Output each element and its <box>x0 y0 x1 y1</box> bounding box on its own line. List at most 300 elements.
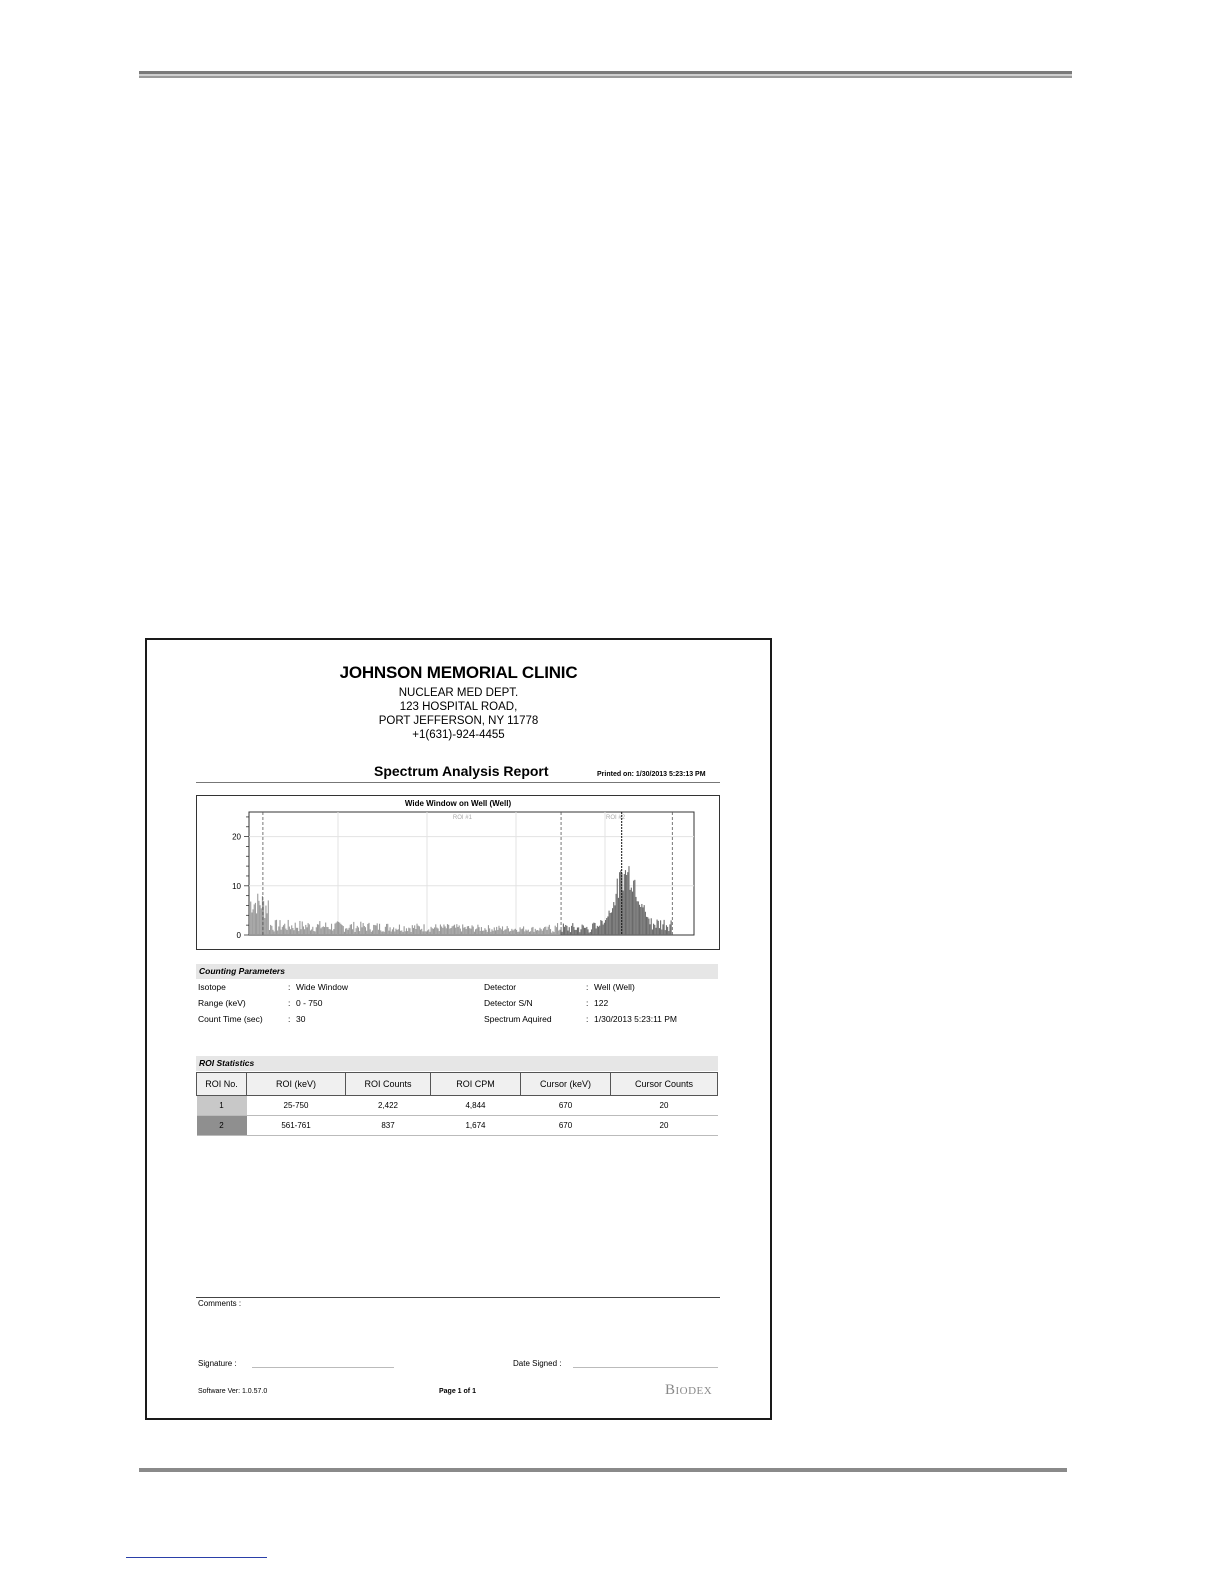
spectrum-bar <box>652 929 653 935</box>
spectrum-bar <box>470 929 471 935</box>
spectrum-bar <box>456 924 457 935</box>
spectrum-bar <box>260 905 261 935</box>
spectrum-bar <box>373 925 374 935</box>
spectrum-bar <box>397 930 398 935</box>
spectrum-bar <box>546 930 547 935</box>
spectrum-bar <box>576 930 577 935</box>
spectrum-bar <box>329 929 330 935</box>
spectrum-bar <box>548 927 549 935</box>
spectrum-bar <box>399 925 400 935</box>
param-value: 1/30/2013 5:23:11 PM <box>594 1014 678 1024</box>
spectrum-bar <box>508 928 509 935</box>
roi-number: 1 <box>197 1096 247 1116</box>
spectrum-bar <box>264 918 265 935</box>
roi-counts: 2,422 <box>346 1096 431 1116</box>
param-value: Wide Window <box>296 982 348 992</box>
param-value: 0 - 750 <box>296 998 323 1008</box>
param-label: Range (keV) <box>198 998 246 1008</box>
spectrum-bar <box>524 931 525 935</box>
spectrum-bar <box>534 932 535 935</box>
spectrum-bar <box>464 927 465 935</box>
spectrum-bar <box>582 925 583 935</box>
spectrum-bar <box>433 929 434 935</box>
spectrum-bar <box>627 872 628 935</box>
spectrum-bar <box>463 928 464 935</box>
spectrum-bar <box>436 928 437 935</box>
roi-statistics-table <box>196 1072 718 1136</box>
spectrum-bar <box>461 931 462 935</box>
spectrum-bar <box>254 904 255 935</box>
spectrum-bar <box>313 931 314 935</box>
spectrum-bar <box>319 921 320 935</box>
spectrum-bar <box>579 932 580 935</box>
spectrum-bar <box>429 932 430 935</box>
spectrum-bar <box>388 931 389 935</box>
spectrum-bar <box>342 925 343 935</box>
spectrum-bar <box>486 930 487 935</box>
spectrum-bar <box>401 931 402 935</box>
roi-range: 25-750 <box>247 1096 346 1116</box>
spectrum-bar <box>633 881 634 935</box>
spectrum-bar <box>468 926 469 935</box>
title-rule <box>196 782 720 783</box>
chart-title: Wide Window on Well (Well) <box>404 799 512 808</box>
param-label: Detector S/N <box>484 998 533 1008</box>
spectrum-bar <box>493 931 494 935</box>
spectrum-bar <box>371 932 372 935</box>
spectrum-bar <box>365 927 366 935</box>
spectrum-bar <box>318 925 319 935</box>
spectrum-bar <box>538 931 539 935</box>
spectrum-bar <box>292 928 293 935</box>
spectrum-bar <box>575 930 576 935</box>
spectrum-bar <box>272 930 273 935</box>
spectrum-bar <box>393 927 394 935</box>
spectrum-bar <box>592 924 593 935</box>
spectrum-bar <box>632 892 633 935</box>
spectrum-bar <box>452 926 453 935</box>
spectrum-bar <box>612 908 613 935</box>
spectrum-bar <box>651 918 652 935</box>
spectrum-bar <box>249 903 250 935</box>
spectrum-bar <box>270 925 271 935</box>
spectrum-bar <box>614 905 615 935</box>
spectrum-bar <box>617 879 618 935</box>
spectrum-bar <box>648 919 649 935</box>
spectrum-bar <box>610 913 611 935</box>
spectrum-bar <box>535 929 536 935</box>
spectrum-bar <box>426 931 427 935</box>
param-colon: : <box>586 982 589 992</box>
spectrum-bar <box>360 922 361 935</box>
spectrum-bar <box>477 925 478 935</box>
spectrum-bar <box>327 927 328 935</box>
spectrum-bar <box>482 931 483 935</box>
spectrum-bar <box>450 928 451 935</box>
footer-link-underline <box>126 1557 267 1558</box>
spectrum-bar <box>383 931 384 935</box>
spectrum-bar <box>543 928 544 935</box>
spectrum-bar <box>460 929 461 935</box>
spectrum-bar <box>479 927 480 935</box>
spectrum-bar <box>590 932 591 935</box>
spectrum-bar <box>523 926 524 935</box>
spectrum-bar <box>301 929 302 935</box>
spectrum-bar <box>374 925 375 935</box>
spectrum-bar <box>569 927 570 935</box>
spectrum-bar <box>258 901 259 935</box>
spectrum-bar <box>515 929 516 935</box>
spectrum-bar <box>434 927 435 935</box>
spectrum-bar <box>635 897 636 935</box>
spectrum-bar <box>571 926 572 935</box>
spectrum-bar <box>516 930 517 935</box>
spectrum-bar <box>536 930 537 935</box>
printed-on: Printed on: 1/30/2013 5:23:13 PM <box>597 771 706 778</box>
spectrum-bar <box>290 929 291 935</box>
spectrum-bar <box>620 870 621 935</box>
spectrum-bar <box>668 931 669 935</box>
spectrum-bar <box>363 923 364 935</box>
address-line: 123 HOSPITAL ROAD, <box>399 701 518 713</box>
spectrum-bar <box>311 929 312 935</box>
spectrum-bar <box>449 929 450 935</box>
spectrum-bar <box>616 894 617 935</box>
spectrum-bar <box>413 928 414 935</box>
spectrum-bar <box>358 927 359 935</box>
spectrum-bar <box>565 925 566 935</box>
spectrum-bar <box>395 929 396 935</box>
spectrum-bar <box>466 929 467 935</box>
spectrum-bar <box>654 925 655 935</box>
spectrum-bar <box>634 880 635 935</box>
spectrum-bar <box>337 921 338 935</box>
spectrum-bar <box>573 927 574 935</box>
spectrum-bar <box>408 928 409 935</box>
spectrum-bar <box>391 932 392 935</box>
spectrum-bar <box>646 917 647 935</box>
param-colon: : <box>586 998 589 1008</box>
spectrum-bar <box>271 926 272 935</box>
roi-cpm: 1,674 <box>431 1116 521 1136</box>
spectrum-bar <box>390 927 391 935</box>
spectrum-bar <box>467 926 468 935</box>
spectrum-bar <box>380 930 381 935</box>
spectrum-bar <box>421 929 422 935</box>
spectrum-bar <box>285 929 286 935</box>
spectrum-bar <box>607 916 608 935</box>
spectrum-bar <box>367 924 368 935</box>
spectrum-bar <box>600 920 601 935</box>
spectrum-bar <box>605 920 606 935</box>
spectrum-bar <box>650 924 651 935</box>
page-number: Page 1 of 1 <box>439 1388 476 1395</box>
spectrum-bar <box>591 929 592 935</box>
spectrum-bar <box>599 926 600 935</box>
spectrum-bar <box>525 930 526 935</box>
spectrum-bar <box>366 931 367 935</box>
spectrum-bar <box>487 932 488 935</box>
spectrum-bar <box>295 923 296 935</box>
spectrum-bar <box>261 908 262 935</box>
spectrum-bar <box>320 928 321 935</box>
spectrum-bar <box>364 926 365 935</box>
spectrum-bar <box>578 927 579 935</box>
spectrum-bar <box>370 929 371 935</box>
spectrum-bar <box>628 866 629 935</box>
spectrum-bar <box>483 931 484 935</box>
spectrum-bar <box>339 923 340 935</box>
y-tick-label: 20 <box>232 832 241 842</box>
spectrum-bar <box>481 927 482 935</box>
spectrum-bar <box>291 925 292 935</box>
spectrum-bar <box>638 901 639 935</box>
signature-label: Signature : <box>198 1359 237 1368</box>
spectrum-bar <box>549 925 550 935</box>
spectrum-bar <box>630 890 631 935</box>
roi-marker-label: ROI #2 <box>606 815 626 821</box>
spectrum-bar <box>584 928 585 935</box>
spectrum-bar <box>642 907 643 935</box>
spectrum-bar <box>405 931 406 935</box>
spectrum-bar <box>309 924 310 935</box>
spectrum-bar <box>504 930 505 935</box>
spectrum-bar <box>431 927 432 935</box>
spectrum-bar <box>274 931 275 935</box>
spectrum-bar <box>308 923 309 935</box>
spectrum-bar <box>334 924 335 935</box>
spectrum-bar <box>583 925 584 935</box>
spectrum-bar <box>510 931 511 935</box>
spectrum-bar <box>412 925 413 935</box>
spectrum-bar <box>400 931 401 935</box>
spectrum-bar <box>267 913 268 935</box>
spectrum-bar <box>428 929 429 935</box>
spectrum-bar <box>356 928 357 935</box>
spectrum-bar <box>447 924 448 935</box>
spectrum-bar <box>357 926 358 935</box>
roi-number: 2 <box>197 1116 247 1136</box>
spectrum-bar <box>265 906 266 935</box>
spectrum-bar <box>331 924 332 935</box>
spectrum-bar <box>378 930 379 935</box>
spectrum-bar <box>256 913 257 935</box>
spectrum-bar <box>531 928 532 935</box>
spectrum-bar <box>664 920 665 935</box>
spectrum-bar <box>545 927 546 935</box>
spectrum-bar <box>255 903 256 935</box>
spectrum-bar <box>551 933 552 935</box>
spectrum-bar <box>411 932 412 935</box>
software-version: Software Ver: 1.0.57.0 <box>198 1388 268 1395</box>
spectrum-bar <box>288 920 289 935</box>
spectrum-bar <box>340 924 341 935</box>
spectrum-bar <box>381 932 382 935</box>
spectrum-bar <box>606 918 607 935</box>
param-colon: : <box>288 1014 291 1024</box>
param-label: Count Time (sec) <box>198 1014 263 1024</box>
spectrum-bar <box>418 926 419 935</box>
spectrum-bar <box>250 902 251 935</box>
spectrum-bar <box>577 928 578 935</box>
spectrum-bar <box>435 924 436 935</box>
spectrum-bar <box>281 930 282 935</box>
spectrum-bar <box>494 927 495 935</box>
spectrum-bar <box>665 930 666 935</box>
spectrum-bar <box>639 905 640 935</box>
spectrum-bar <box>517 932 518 935</box>
spectrum-bar <box>521 929 522 935</box>
spectrum-bar <box>529 932 530 935</box>
address-line: +1(631)-924-4455 <box>412 729 505 741</box>
spectrum-bar <box>275 920 276 935</box>
spectrum-bar <box>279 920 280 935</box>
spectrum-bar <box>351 924 352 935</box>
column-header: ROI No. <box>197 1073 247 1096</box>
spectrum-bar <box>528 930 529 935</box>
spectrum-bar <box>312 927 313 935</box>
spectrum-bar <box>666 925 667 935</box>
spectrum-bar <box>453 926 454 935</box>
spectrum-bar <box>394 931 395 935</box>
spectrum-bar <box>402 932 403 935</box>
param-label: Detector <box>484 982 517 992</box>
spectrum-bar <box>384 932 385 935</box>
spectrum-bar <box>542 931 543 935</box>
spectrum-bar <box>495 930 496 935</box>
spectrum-bar <box>660 920 661 935</box>
spectrum-bar <box>443 925 444 935</box>
spectrum-bar <box>580 929 581 935</box>
spectrum-bar <box>556 927 557 935</box>
spectrum-bar <box>558 931 559 935</box>
spectrum-bar <box>350 925 351 935</box>
spectrum-bar <box>586 927 587 935</box>
spectrum-bar <box>655 928 656 935</box>
spectrum-bar <box>557 923 558 935</box>
date-signed-line <box>573 1367 718 1368</box>
comments-rule <box>196 1297 720 1298</box>
spectrum-bar <box>324 927 325 935</box>
spectrum-bar <box>445 926 446 935</box>
spectrum-bar <box>385 927 386 935</box>
spectrum-bar <box>475 929 476 935</box>
spectrum-bar <box>387 924 388 935</box>
spectrum-bar <box>298 931 299 935</box>
column-header: ROI CPM <box>431 1073 521 1096</box>
spectrum-bar <box>541 929 542 935</box>
param-colon: : <box>288 998 291 1008</box>
spectrum-bar <box>603 925 604 935</box>
spectrum-bar <box>361 927 362 935</box>
spectrum-bar <box>589 933 590 935</box>
spectrum-bar <box>522 929 523 935</box>
address-line: NUCLEAR MED DEPT. <box>398 687 519 699</box>
spectrum-bar <box>432 928 433 935</box>
spectrum-bar <box>585 928 586 935</box>
spectrum-bar <box>661 930 662 935</box>
spectrum-bar <box>302 922 303 935</box>
spectrum-bar <box>498 926 499 935</box>
spectrum-bar <box>442 928 443 935</box>
spectrum-bar <box>419 926 420 935</box>
spectrum-bar <box>609 911 610 935</box>
spectrum-bar <box>469 928 470 935</box>
spectrum-bar <box>544 927 545 935</box>
spectrum-bar <box>330 929 331 935</box>
spectrum-bar <box>368 923 369 935</box>
spectrum-bar <box>657 920 658 935</box>
spectrum-bar <box>398 929 399 935</box>
spectrum-bar <box>503 931 504 935</box>
spectrum-bar <box>407 931 408 935</box>
roi-cpm: 4,844 <box>431 1096 521 1116</box>
spectrum-bar <box>462 924 463 935</box>
spectrum-bar <box>277 931 278 935</box>
spectrum-bar <box>497 930 498 935</box>
spectrum-bar <box>611 912 612 935</box>
cursor-kev: 670 <box>521 1116 611 1136</box>
table-row <box>197 1096 718 1116</box>
spectrum-bar <box>568 931 569 935</box>
spectrum-bar <box>427 930 428 935</box>
spectrum-bar <box>593 923 594 935</box>
spectrum-bar <box>489 928 490 935</box>
spectrum-bar <box>448 925 449 935</box>
spectrum-bar <box>570 932 571 935</box>
spectrum-bar <box>476 929 477 935</box>
spectrum-bar <box>564 927 565 935</box>
table-row <box>197 1116 718 1136</box>
spectrum-bar <box>457 927 458 935</box>
param-label: Isotope <box>198 982 226 992</box>
spectrum-bar <box>420 930 421 935</box>
spectrum-bar <box>344 932 345 935</box>
comments-label: Comments : <box>198 1299 242 1308</box>
spectrum-bar <box>624 874 625 935</box>
spectrum-bar <box>304 929 305 935</box>
spectrum-bar <box>415 929 416 935</box>
spectrum-bar <box>512 930 513 935</box>
spectrum-bar <box>343 926 344 935</box>
spectrum-bar <box>626 875 627 935</box>
spectrum-bar <box>377 923 378 935</box>
spectrum-bar <box>598 927 599 935</box>
spectrum-bar <box>303 926 304 935</box>
spectrum-bar <box>658 921 659 935</box>
spectrum-bar <box>520 927 521 935</box>
param-colon: : <box>586 1014 589 1024</box>
spectrum-bar <box>296 928 297 935</box>
biodex-logo: Biodex <box>665 1382 713 1398</box>
spectrum-bar <box>671 920 672 935</box>
spectrum-bar <box>500 928 501 935</box>
spectrum-bar <box>326 927 327 935</box>
spectrum-bar <box>349 928 350 935</box>
spectrum-bar <box>454 925 455 935</box>
date-signed-label: Date Signed : <box>513 1359 562 1368</box>
cursor-counts: 20 <box>611 1096 718 1116</box>
spectrum-bar <box>566 926 567 935</box>
spectrum-bar <box>347 930 348 935</box>
spectrum-bar <box>488 925 489 935</box>
spectrum-bar <box>416 924 417 935</box>
page-header-rule <box>139 71 1072 78</box>
spectrum-bar <box>354 932 355 935</box>
spectrum-bar <box>484 928 485 935</box>
spectrum-bar <box>563 924 564 935</box>
roi-statistics-heading: ROI Statistics <box>196 1056 718 1071</box>
